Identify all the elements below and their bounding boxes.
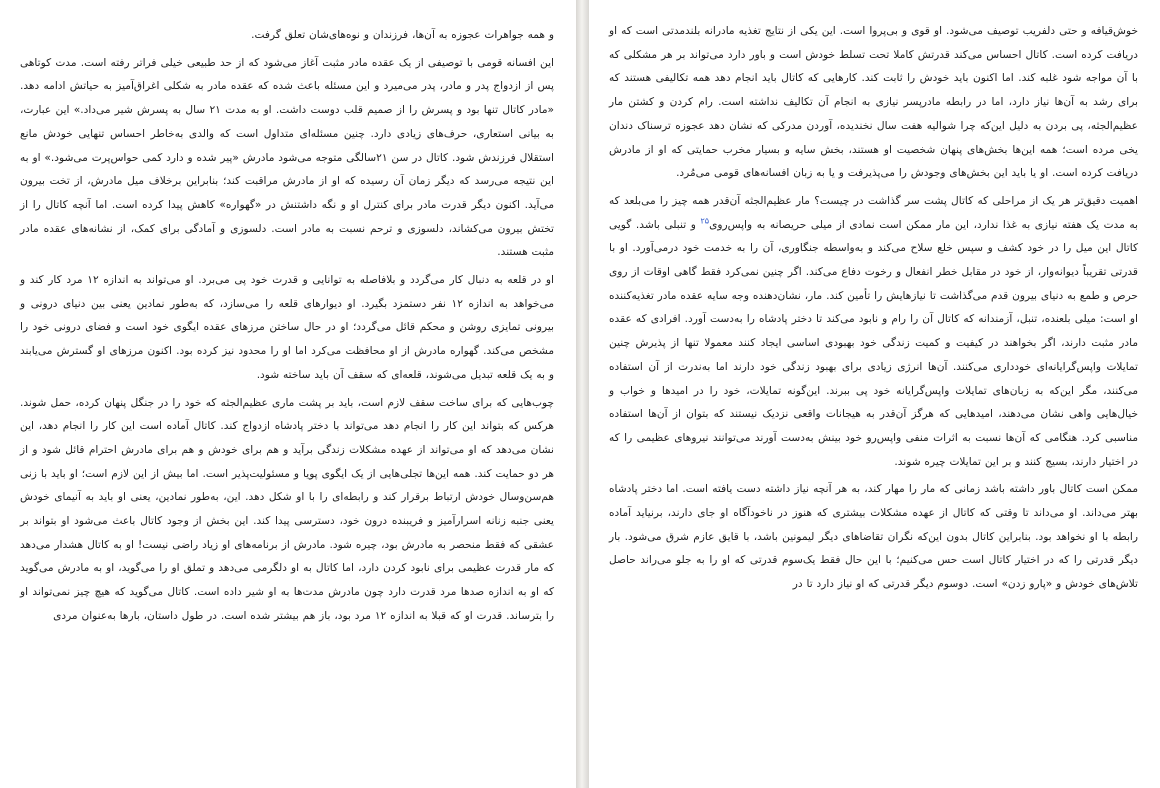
- paragraph: و همه جواهرات عجوزه به آن‌ها، فرزندان و نوه‌های‌شان تعلق گرفت.: [251, 29, 554, 41]
- paragraph: چوب‌هایی که برای ساخت سقف لازم است، باید بر پشت ماری عظیم‌الجثه که خود را در جنگل پنهان کرده، حمل شوند. هرکس که بتواند این کار را انجام دهد می‌تواند با دختر پادشاه ازدواج کند. کاتال آماده است این کار را انجام دهد، این نشان می‌دهد که او می‌تواند از عهده مشکلات زندگی برآید و هم برای خودش و هم برای مادرش احترام قائل شود و از هر دو حمایت کند. همه این‌ها تجلی‌هایی از یک ایگوی پویا و مسئولیت‌پذیر است. اما بیش از این لازم است؛ او باید با زنی هم‌سن‌وسال خودش ارتباط برقرار کند و رابطه‌ای را با او شکل دهد. این، به‌طور نمادین، یعنی او باید به آنیمای خودش یعنی جنبه زنانه اسرارآمیز و فریبنده درون خود، دسترسی پیدا کند. این بخش از وجود کاتال باعث می‌شود او بتواند بر عشقی که فقط منحصر به مادرش بود، چیره شود. مادرش از برنامه‌های او زیاد راضی نیست! او به کاتال هشدار می‌دهد که مار قدرت عظیمی برای نابود کردن دارد، اما کاتال به او دلگرمی می‌دهد و تملق او را می‌گوید، او به مادرش می‌گوید که او به اندازه صدها مرد قدرت دارد چون مادرش مدت‌ها به او شیر داده است. کاتال می‌گوید که هیچ چیز نمی‌تواند او را بترساند. قدرت او که قبلا به اندازه ۱۲ مرد بود، باز هم بیشتر شده است. در طول داستان، بارها به‌عنوان مردی: [20, 396, 554, 622]
- footnote-link[interactable]: ۲۵: [700, 216, 710, 226]
- paragraph-text: و تنبلی باشد. گویی کاتال این میل را در خود کشف و سپس خلع سلاح می‌کند و به‌واسطه جنگاوری، آن را به خدمت خود درمی‌آورد. او با قدرتی تقریباً دیوانه‌وار، از خود در مقابل خطر انفعال و رخوت دفاع می‌کند. اگر چنین نمی‌کرد فقط گاهی اوقات از روی حرص و طمع به دنیای بیرون قدم می‌گذاشت تا نیازهایش را تأمین کند. مار، نشان‌دهنده وجه سایه عقده مادر تغذیه‌کننده او است: میلی بلعنده، تنبل، آزمندانه که کاتال آن را رام و نابود می‌کند تا دختر پادشاه را به‌دست آورد. افرادی که عقده مادر مثبت دارند، اگر بخواهند در کیفیت و کمیت زندگی خود بهبودی اساسی ایجاد کنند معمولا تنها از پذیرش چنین تمایلات واپس‌گرایانه‌ای خودداری می‌کنند. آن‌ها انرژی زیادی برای بهبود زندگی خود دارند اما به‌ندرت از آن استفاده می‌کنند، مگر این‌که به زبان‌های تمایلات واپس‌گرایانه خود پی ببرند. این‌گونه تمایلات، خود را در امیدها و خواب و خیال‌هایی واهی نشان می‌دهند، امیدهایی که هرگز آن‌قدر به هیجانات واقعی نزدیک نیستند که بتوان از آن‌ها استفاده مناسبی کرد. هنگامی که آن‌ها نسبت به اثرات منفی واپس‌رو خود بینش به‌دست آورند می‌توانند نیروهای عظیمی را که در اختیار دارند، بسیج کنند و بر این تمایلات چیره شوند.: [609, 218, 1138, 468]
- paragraph: خوش‌قیافه و حتی دلفریب توصیف می‌شود. او قوی و بی‌پروا است. این یکی از نتایج تغذیه مادرانه بلندمدتی است که او دریافت کرده است. کاتال احساس می‌کند قدرتش کاملا تحت تسلط خودش است و باور دارد می‌تواند بر هر مشکلی که با آن مواجه شود غلبه کند. اما اکنون باید خودش را ثابت کند. کارهایی که کاتال باید انجام دهد همه تکالیفی هستند که برای رشد به آن‌ها نیاز دارد، اما در رابطه مادرپسر نیازی به انجام آن تکالیف نداشته است. رام کردن و کشتن مار عظیم‌الجثه، پی بردن به دلیل این‌که چرا شوالیه هفت سال نخندیده، آوردن مدرکی که نشان دهد عجوزه ترسناک دندان یخی مرده است؛ همه این‌ها بخش‌های پنهان شخصیت او هستند، بخش سایه و بسیار مخرب حمایتی که او از مادرش دریافت کرده است. او یا باید این بخش‌های وجودش را می‌پذیرفت و یا به زبان افسانه‌های قومی می‌مُرد.: [609, 25, 1138, 180]
- right-page: [589, 0, 1160, 788]
- paragraph: [609, 190, 1138, 474]
- paragraph: این افسانه قومی با توصیفی از یک عقده مادر مثبت آغاز می‌شود که از حد طبیعی خیلی فراتر رفته است. مدت کوتاهی پس از ازدواج پدر و مادر، پدر می‌میرد و این مسئله باعث شده که عقده مادر به شکلی اغراق‌آمیز به حیاتش ادامه دهد. «مادر کاتال تنها بود و پسرش را از صمیم قلب دوست داشت. او به مدت ۲۱ سال به پسرش شیر می‌داد.» این عبارت، به بیانی استعاری، حرف‌های زیادی دارد. چنین مسئله‌ای متداول است که والدی به‌خاطر احساس تنهایی خودش مانع استقلال فرزندش شود. کاتال در سن ۲۱سالگی متوجه می‌شود مادرش «پیر شده و دارد کمی حواس‌پرت می‌شود.» او به این نتیجه می‌رسد که دیگر زمان آن رسیده که او از مادرش مراقبت کند؛ بنابراین برخلاف میل مادرش، از تخت بیرون می‌آید. اکنون دیگر قدرت مادر برای کنترل او و نگه داشتنش در «گهواره» کاهش پیدا کرده است. اما آنچه کاتال را از تختش بیرون می‌کشاند، دلسوزی و ترحم نسبت به مادر است. دلسوزی و آمادگی برای کمک، از نشانه‌های عقده مادر مثبت هستند.: [20, 56, 555, 259]
- paragraph-text: اهمیت دقیق‌تر هر یک از مراحلی که کاتال پشت سر گذاشت در چیست؟ مار عظیم‌الجثه آن‌قدر همه چیز را می‌بلعد که به مدت یک هفته نیازی به غذا ندارد، این مار ممکن است نمادی از میلی حریصانه به واپس‌روی: [609, 194, 1139, 231]
- page-gutter: [576, 0, 589, 788]
- paragraph: ممکن است کاتال باور داشته باشد زمانی که مار را مهار کند، به هر آنچه نیاز داشته دست یافته است. اما دختر پادشاه بهتر می‌داند. او می‌داند تا وقتی که کاتال از عهده مشکلات بیشتری که هنوز در ناخودآگاه او جای دارند، برنیاید آماده رابطه با او نخواهد بود. بنابراین کاتال بدون این‌که نگران تقاضاهای دیگر لیمونین باشد، با قایق عازم شرق می‌شود. بار دیگر قدرتی را که در اختیار کاتال است حس می‌کنیم؛ با این حال فقط یک‌سوم قدرتی که او را به جلو می‌راند حاصل تلاش‌های خودش و «پارو زدن» است. دوسوم دیگر قدرتی که او نیاز دارد تا در: [609, 483, 1138, 591]
- paragraph: او در قلعه به دنبال کار می‌گردد و بلافاصله به توانایی و قدرت خود پی می‌برد. او می‌تواند به اندازه ۱۲ مرد کار کند و می‌خواهد به اندازه ۱۲ نفر دستمزد بگیرد. او دیوارهای قلعه را می‌سازد، که به‌طور نمادین یعنی بین دنیای درونی و بیرونی تمایزی روشن و محکم قائل می‌گردد؛ او در حال ساختن مرزهای عقده ایگوی خود است و فضای درونی خود را مشخص می‌کند. گهواره مادرش از او محافظت می‌کرد اما او را محدود نیز کرده بود. اکنون مرزهای او گسترش می‌یابند و به یک قلعه تبدیل می‌شوند، قلعه‌ای که سقف آن باید ساخته شود.: [20, 274, 554, 381]
- left-page: [0, 0, 576, 788]
